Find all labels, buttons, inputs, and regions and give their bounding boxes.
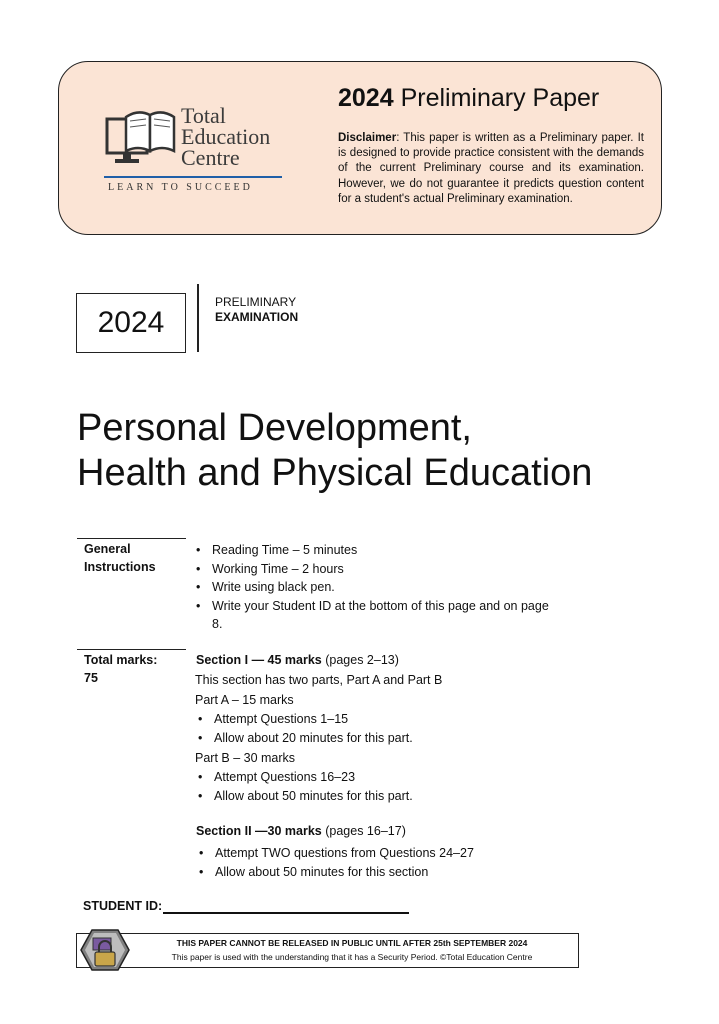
general-label-2: Instructions [84,560,156,574]
exam-year: 2024 [97,306,165,339]
part-b-heading: Part B – 30 marks [195,751,296,765]
disclaimer-text: : This paper is written as a Preliminary paper. It is designed to provide practice consistent with the demands of the current Preliminary course and its examination. However, we do not guarantee it predicts question content for a student's actual Preliminary examination. [338,132,644,205]
part-b-list [195,768,555,805]
disclaimer [338,131,644,217]
logo-tagline: LEARN TO SUCCEED [108,182,253,193]
list-item: • Attempt TWO questions from Questions 24–27 [196,844,556,863]
list-item: • Write using black pen. [193,578,553,597]
student-id-label: STUDENT ID: [83,899,163,913]
book-monitor-icon [104,107,176,169]
marks-label-2: 75 [84,671,98,685]
marks-label [84,651,157,687]
padlock-badge-icon [79,928,131,972]
paper-title-text: Preliminary Paper [400,84,600,112]
subject-line-2: Health and Physical Education [77,452,593,494]
list-item: • Allow about 50 minutes for this part. [195,787,555,806]
subject-title [77,406,592,496]
section-2-bold: Section II —30 marks [196,824,322,838]
general-label [84,540,156,576]
list-item: • Working Time – 2 hours [193,560,553,579]
exam-type-line-2: EXAMINATION [215,310,299,324]
logo-rule [104,176,282,178]
general-instructions-list [193,541,553,634]
general-label-1: General [84,542,131,556]
logo-line-3: Centre [181,145,240,170]
part-a-list [195,710,555,747]
student-id-field[interactable] [163,912,409,914]
section-1-pages: (pages 2–13) [321,653,399,667]
section-2-heading [196,822,406,841]
section-2-pages: (pages 16–17) [321,824,406,838]
footer-line-2: This paper is used with the understanding that it has a Security Period. ©Total Education Centre [171,952,533,962]
tec-logo [104,105,284,195]
rule-general [77,538,186,539]
logo-line-1: Total [181,103,226,128]
divider [197,284,199,352]
exam-type-line-1: PRELIMINARY [215,295,297,309]
list-item: • Allow about 20 minutes for this part. [195,729,555,748]
exam-type [215,295,298,325]
part-a-heading: Part A – 15 marks [195,693,294,707]
list-item: • Reading Time – 5 minutes [193,541,553,560]
paper-year: 2024 [338,84,394,112]
marks-label-1: Total marks: [84,653,158,667]
logo-line-2: Education [181,124,271,149]
section-1-heading [196,651,399,670]
paper-title [338,84,599,113]
exam-year-box [76,293,186,353]
disclaimer-label: Disclaimer [338,132,397,144]
section-2-list [196,844,556,881]
rule-marks [77,649,186,650]
section-1-bold: Section I — 45 marks [196,653,322,667]
list-item: • Write your Student ID at the bottom of this page and on page 8. [193,597,553,634]
section-1-desc: This section has two parts, Part A and Part B [195,673,443,687]
subject-line-1: Personal Development, [77,407,472,449]
list-item: • Attempt Questions 16–23 [195,768,555,787]
list-item: • Allow about 50 minutes for this section [196,863,556,882]
logo-wordmark [181,105,270,168]
footer-line-1: THIS PAPER CANNOT BE RELEASED IN PUBLIC UNTIL AFTER 25th SEPTEMBER 2024 [176,938,528,948]
list-item: • Attempt Questions 1–15 [195,710,555,729]
